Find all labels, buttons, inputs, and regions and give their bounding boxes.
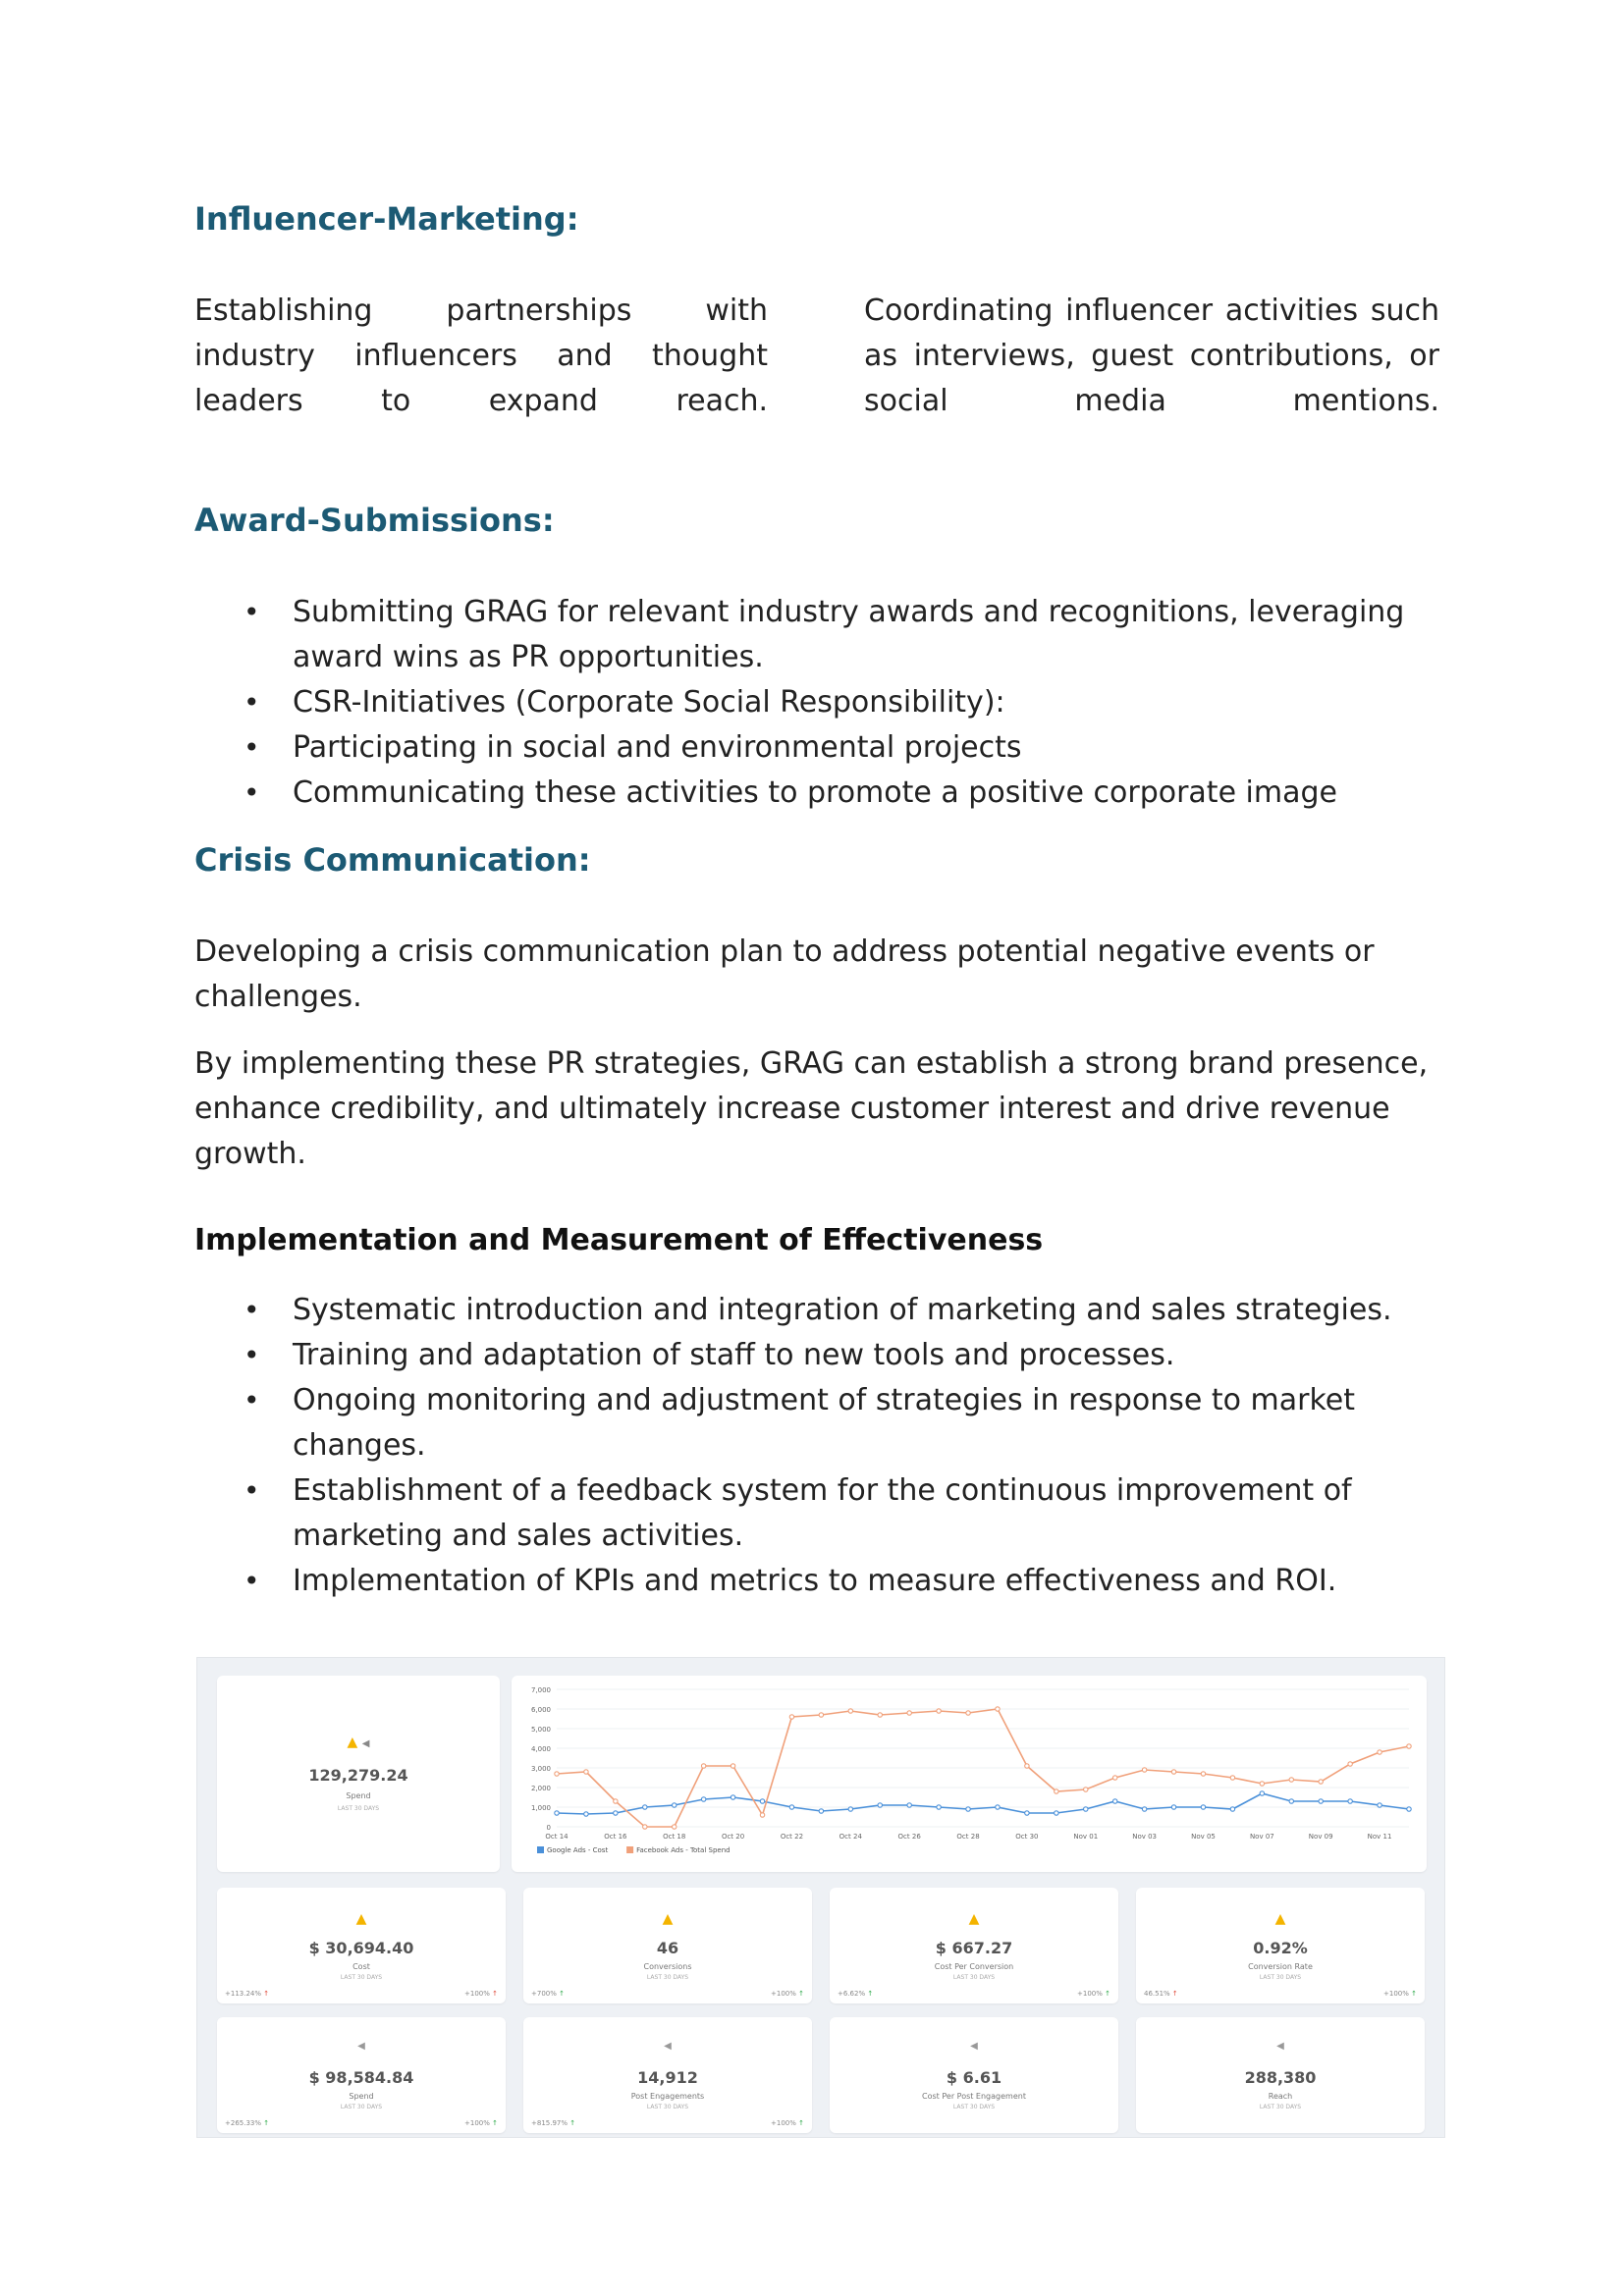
metric-value: 14,912 [637, 2068, 698, 2087]
metric-change-left: +700% ↑ [531, 1990, 565, 1998]
x-tick-label: Oct 16 [604, 1833, 627, 1841]
data-point [966, 1807, 970, 1811]
list-item: • Systematic introduction and integration of marketing and sales strategies. [194, 1288, 1441, 1333]
x-tick-label: Oct 14 [545, 1833, 568, 1841]
metric-period: LAST 30 DAYS [1259, 2104, 1302, 2110]
list-item: • Communicating these activities to promote a positive corporate image [194, 771, 1441, 816]
spend-line-chart [512, 1676, 1427, 1872]
google-ads-icon: ▲ [1274, 1911, 1286, 1927]
influencer-left-text: Establishing partnerships with industry influencers and thought leaders to expand reach. [194, 294, 768, 418]
facebook-ads-icon: ◀ [664, 2041, 672, 2052]
data-point [1289, 1799, 1293, 1803]
data-point [701, 1797, 705, 1801]
x-tick-label: Oct 28 [956, 1833, 980, 1841]
data-point [789, 1805, 793, 1809]
metric-card [523, 1888, 812, 2003]
data-point [760, 1799, 764, 1803]
x-tick-label: Oct 26 [897, 1833, 921, 1841]
total-spend-card [217, 1676, 500, 1872]
data-point [673, 1803, 677, 1807]
crisis-heading: Crisis Communication: [194, 841, 591, 879]
metric-card [1136, 1888, 1425, 2003]
metric-change-left: +113.24% ↑ [225, 1990, 270, 1998]
data-point [1260, 1782, 1264, 1786]
data-point [1171, 1770, 1175, 1774]
metric-period: LAST 30 DAYS [340, 1974, 383, 1981]
list-item: • Establishment of a feedback system for the continuous improvement of marketing and sales activities. [194, 1468, 1441, 1559]
data-point [1084, 1788, 1088, 1791]
y-tick-label: 0 [546, 1824, 551, 1832]
data-point [1201, 1805, 1205, 1809]
data-point [966, 1711, 970, 1715]
metric-change-left: +815.97% ↑ [531, 2119, 576, 2127]
data-point [819, 1713, 823, 1717]
data-point [614, 1799, 618, 1803]
metric-value: $ 30,694.40 [308, 1939, 414, 1957]
list-item: • Participating in social and environmental projects [194, 725, 1441, 771]
metric-change-right: +100% ↑ [771, 2119, 804, 2127]
data-point [1378, 1803, 1381, 1807]
data-point [1407, 1807, 1411, 1811]
x-tick-label: Oct 30 [1015, 1833, 1039, 1841]
metric-card [217, 1888, 506, 2003]
data-point [1055, 1811, 1058, 1815]
metric-label: Spend [349, 2092, 374, 2101]
data-point [878, 1713, 882, 1717]
data-point [937, 1709, 941, 1713]
crisis-para-2: By implementing these PR strategies, GRAG can establish a strong brand presence, enhance credibility, and ultimately increase customer interest and drive revenue growth. [194, 1046, 1429, 1171]
x-tick-label: Nov 05 [1191, 1833, 1216, 1841]
list-item: • Training and adaptation of staff to new tools and processes. [194, 1333, 1441, 1378]
x-tick-label: Nov 01 [1073, 1833, 1099, 1841]
data-point [1230, 1776, 1234, 1780]
metric-label: Post Engagements [630, 2092, 705, 2101]
y-tick-label: 4,000 [530, 1745, 551, 1753]
facebook-ads-icon: ◀ [1276, 2041, 1284, 2052]
metric-value: 46 [656, 1939, 679, 1957]
awards-heading: Award-Submissions: [194, 502, 555, 539]
metric-card [1136, 2017, 1425, 2133]
data-point [848, 1807, 852, 1811]
metric-change-left: 46.51% ↑ [1144, 1990, 1178, 1998]
metric-value: $ 667.27 [935, 1939, 1013, 1957]
list-item: • CSR-Initiatives (Corporate Social Responsibility): [194, 680, 1441, 725]
list-item: • Ongoing monitoring and adjustment of strategies in response to market changes. [194, 1378, 1441, 1468]
metric-label: Cost Per Post Engagement [922, 2092, 1026, 2101]
data-point [1201, 1772, 1205, 1776]
data-point [1142, 1768, 1146, 1772]
legend-swatch [537, 1846, 544, 1853]
awards-list [194, 590, 1441, 816]
data-point [878, 1803, 882, 1807]
metric-label: Conversion Rate [1248, 1962, 1313, 1971]
data-point [1055, 1789, 1058, 1793]
metric-change-right: +100% ↑ [1077, 1990, 1110, 1998]
metric-period: LAST 30 DAYS [646, 1974, 689, 1981]
data-point [996, 1707, 1000, 1711]
data-point [1084, 1807, 1088, 1811]
data-point [731, 1764, 734, 1768]
metric-change-right: +100% ↑ [1383, 1990, 1417, 1998]
y-tick-label: 2,000 [530, 1785, 551, 1792]
spend-chart-card [512, 1676, 1427, 1872]
metric-label: Cost [352, 1962, 370, 1971]
data-point [1142, 1807, 1146, 1811]
x-tick-label: Nov 11 [1367, 1833, 1392, 1841]
google-ads-icon: ▲ [347, 1735, 358, 1750]
x-tick-label: Oct 22 [780, 1833, 804, 1841]
data-point [760, 1813, 764, 1817]
metric-value: $ 98,584.84 [308, 2068, 414, 2087]
metric-label: Conversions [643, 1962, 692, 1971]
implementation-list [194, 1288, 1441, 1604]
influencer-heading: Influencer-Marketing: [194, 200, 579, 238]
metric-card [217, 2017, 506, 2133]
data-point [1025, 1811, 1029, 1815]
legend-swatch [626, 1846, 633, 1853]
metric-change-right: +100% ↑ [464, 2119, 498, 2127]
data-point [937, 1805, 941, 1809]
y-tick-label: 6,000 [530, 1706, 551, 1714]
x-tick-label: Oct 18 [663, 1833, 686, 1841]
crisis-para-1: Developing a crisis communication plan to address potential negative events or challenges. [194, 934, 1375, 1014]
data-point [643, 1805, 647, 1809]
metric-period: LAST 30 DAYS [952, 2104, 996, 2110]
data-point [1348, 1799, 1352, 1803]
x-tick-label: Oct 24 [839, 1833, 862, 1841]
data-point [1112, 1776, 1116, 1780]
data-point [731, 1795, 734, 1799]
x-tick-label: Nov 07 [1249, 1833, 1274, 1841]
total-spend-label: Spend [346, 1791, 371, 1800]
facebook-ads-icon: ◀ [970, 2041, 978, 2052]
total-spend-sub: LAST 30 DAYS [337, 1805, 380, 1812]
metric-period: LAST 30 DAYS [340, 2104, 383, 2110]
data-point [1319, 1799, 1323, 1803]
y-tick-label: 7,000 [530, 1686, 551, 1694]
metric-value: 0.92% [1253, 1939, 1308, 1957]
data-point [907, 1711, 911, 1715]
facebook-ads-icon: ◀ [361, 1738, 370, 1749]
metric-change-right: +100% ↑ [771, 1990, 804, 1998]
data-point [819, 1809, 823, 1813]
implementation-heading: Implementation and Measurement of Effectiveness [194, 1223, 1044, 1257]
data-point [584, 1770, 588, 1774]
data-point [555, 1772, 559, 1776]
data-point [848, 1709, 852, 1713]
data-point [1348, 1762, 1352, 1766]
data-point [643, 1825, 647, 1829]
metric-card [830, 1888, 1118, 2003]
metric-label: Cost Per Conversion [934, 1962, 1014, 1971]
metric-change-right: +100% ↑ [464, 1990, 498, 1998]
y-tick-label: 1,000 [530, 1804, 551, 1812]
data-point [789, 1715, 793, 1719]
x-tick-label: Oct 20 [721, 1833, 745, 1841]
data-point [1378, 1750, 1381, 1754]
metric-change-left: +6.62% ↑ [838, 1990, 874, 1998]
data-point [1260, 1791, 1264, 1795]
legend-label: Facebook Ads - Total Spend [636, 1846, 731, 1854]
google-ads-icon: ▲ [662, 1911, 674, 1927]
metric-period: LAST 30 DAYS [646, 2104, 689, 2110]
google-ads-icon: ▲ [968, 1911, 980, 1927]
ads-dashboard [196, 1657, 1445, 2138]
data-point [1112, 1799, 1116, 1803]
metric-label: Reach [1268, 2092, 1293, 2101]
data-point [1230, 1807, 1234, 1811]
y-tick-label: 5,000 [530, 1726, 551, 1734]
metric-value: $ 6.61 [946, 2068, 1002, 2087]
total-spend-value: 129,279.24 [308, 1766, 408, 1785]
list-item: • Implementation of KPIs and metrics to measure effectiveness and ROI. [194, 1559, 1441, 1604]
data-point [673, 1825, 677, 1829]
data-point [614, 1811, 618, 1815]
metric-value: 288,380 [1244, 2068, 1317, 2087]
list-item: • Submitting GRAG for relevant industry awards and recognitions, leveraging award wins as PR opportunities. [194, 590, 1441, 680]
data-point [1319, 1780, 1323, 1784]
influencer-right-text: Coordinating influencer activities such as interviews, guest contributions, or social media mentions. [864, 294, 1439, 418]
data-point [1289, 1778, 1293, 1782]
x-tick-label: Nov 09 [1308, 1833, 1333, 1841]
x-tick-label: Nov 03 [1132, 1833, 1158, 1841]
metric-change-left: +265.33% ↑ [225, 2119, 270, 2127]
legend-label: Google Ads - Cost [547, 1846, 609, 1854]
data-point [1025, 1764, 1029, 1768]
data-point [1171, 1805, 1175, 1809]
metric-card [523, 2017, 812, 2133]
data-point [907, 1803, 911, 1807]
data-point [996, 1805, 1000, 1809]
data-point [555, 1811, 559, 1815]
y-tick-label: 3,000 [530, 1765, 551, 1773]
data-point [1407, 1744, 1411, 1748]
data-point [584, 1812, 588, 1816]
metric-card [830, 2017, 1118, 2133]
google-ads-icon: ▲ [355, 1911, 367, 1927]
data-point [701, 1764, 705, 1768]
metric-period: LAST 30 DAYS [1259, 1974, 1302, 1981]
facebook-ads-icon: ◀ [357, 2041, 365, 2052]
metric-period: LAST 30 DAYS [952, 1974, 996, 1981]
